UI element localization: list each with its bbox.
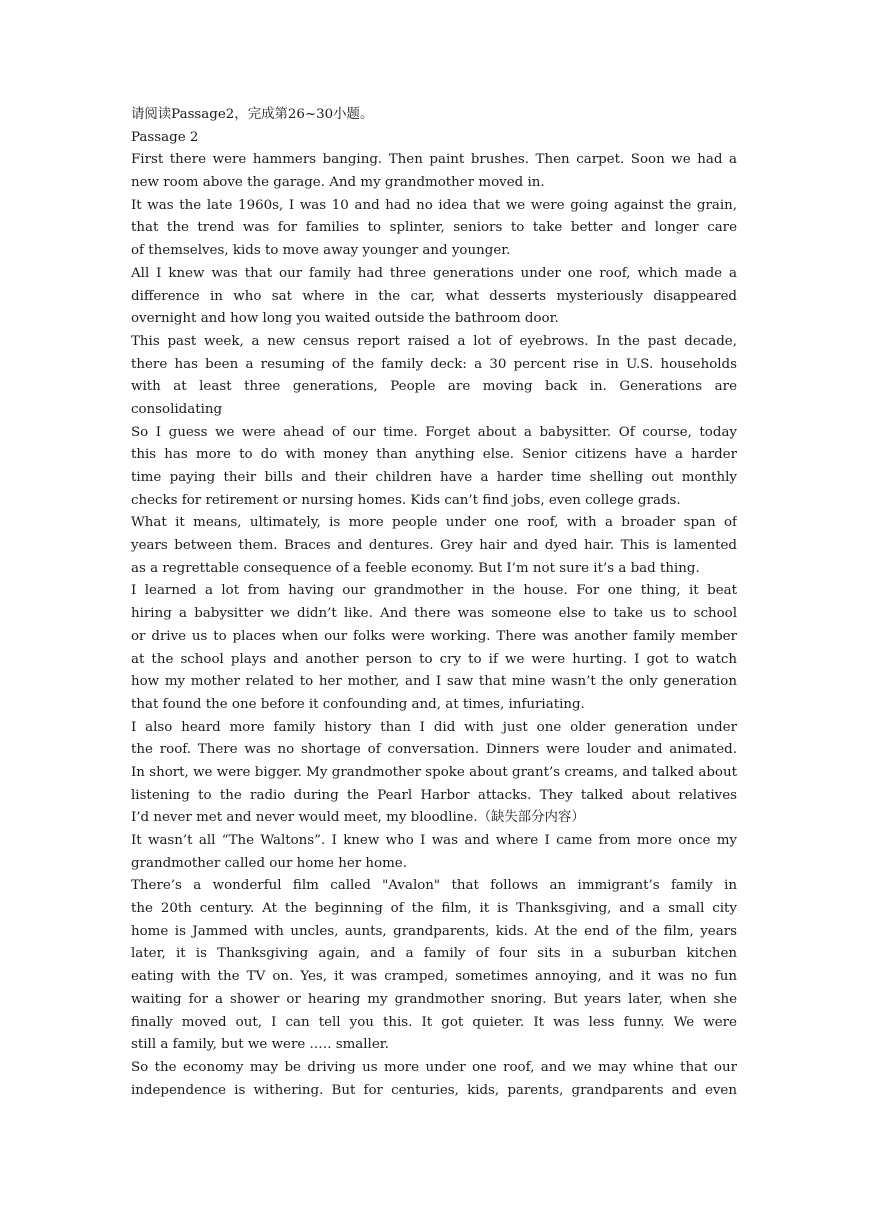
text-line: the 20th century. At the beginning of the film, it is Thanksgiving, and a small city bbox=[131, 901, 737, 917]
paragraph bbox=[131, 149, 737, 194]
text-line: with at least three generations, People are moving back in. Generations are bbox=[131, 379, 737, 395]
text-line: overnight and how long you waited outside the bathroom door. bbox=[131, 311, 559, 327]
text-line: as a regrettable consequence of a feeble economy. But I’m not sure it’s a bad thing. bbox=[131, 560, 700, 576]
text-line: I’d never met and never would meet, my bloodline.（缺失部分内容） bbox=[131, 810, 585, 826]
text-line: checks for retirement or nursing homes. Kids can’t find jobs, even college grads. bbox=[131, 492, 681, 508]
text-line: home is Jammed with uncles, aunts, grandparents, kids. At the end of the film, years bbox=[131, 923, 737, 939]
text-line: the roof. There was no shortage of conversation. Dinners were louder and animated. bbox=[131, 742, 737, 758]
text-line: finally moved out, I can tell you this. It got quieter. It was less funny. We were bbox=[131, 1014, 737, 1030]
text-line: still a family, but we were .…. smaller. bbox=[131, 1037, 389, 1053]
text-line: It wasn’t all “The Waltons”. I knew who I was and where I came from more once my bbox=[131, 833, 737, 848]
text-line: this has more to do with money than anything else. Senior citizens have a harder bbox=[131, 447, 737, 463]
instruction-line: 请阅读Passage2，完成第26~30小题。 bbox=[131, 107, 374, 122]
text-line: time paying their bills and their children have a harder time shelling out monthly bbox=[131, 470, 737, 485]
text-line: consolidating bbox=[131, 401, 223, 417]
text-line: of themselves, kids to move away younger and younger. bbox=[131, 243, 511, 259]
paragraph bbox=[131, 422, 737, 513]
text-line: eating with the TV on. Yes, it was cramped, sometimes annoying, and it was no fun bbox=[131, 969, 737, 985]
text-line: grandmother called our home her home. bbox=[131, 855, 407, 871]
text-line: how my mother related to her mother, and I saw that mine wasn’t the only generation bbox=[131, 674, 737, 690]
text-line: I also heard more family history than I did with just one older generation under bbox=[131, 719, 737, 735]
text-line: First there were hammers banging. Then paint brushes. Then carpet. Soon we had a bbox=[131, 152, 737, 168]
text-line: So the economy may be driving us more under one roof, and we may whine that our bbox=[131, 1059, 737, 1075]
text-line: later, it is Thanksgiving again, and a family of four sits in a suburban kitchen bbox=[131, 946, 737, 962]
text-line: at the school plays and another person to cry to if we were hurting. I got to watch bbox=[131, 651, 737, 667]
text-line: It was the late 1960s, I was 10 and had no idea that we were going against the grain, bbox=[131, 197, 737, 213]
paragraph bbox=[131, 717, 737, 830]
text-line: This past week, a new census report raised a lot of eyebrows. In the past decade, bbox=[131, 333, 737, 349]
text-line: All I knew was that our family had three generations under one roof, which made a bbox=[131, 265, 737, 281]
paragraph bbox=[131, 580, 737, 716]
document-page bbox=[131, 104, 737, 1102]
text-line: there has been a resuming of the family deck: a 30 percent rise in U.S. households bbox=[131, 356, 737, 372]
paragraph bbox=[131, 1057, 737, 1102]
paragraph bbox=[131, 331, 737, 422]
text-line: hiring a babysitter we didn’t like. And there was someone else to take us to school bbox=[131, 606, 737, 622]
paragraph bbox=[131, 195, 737, 263]
text-line: What it means, ultimately, is more people under one roof, with a broader span of bbox=[131, 515, 737, 531]
paragraph bbox=[131, 263, 737, 331]
text-line: So I guess we were ahead of our time. Forget about a babysitter. Of course, today bbox=[131, 424, 737, 440]
text-line: years between them. Braces and dentures. Grey hair and dyed hair. This is lamented bbox=[131, 538, 737, 554]
text-line: new room above the garage. And my grandmother moved in. bbox=[131, 175, 545, 191]
text-line: I learned a lot from having our grandmother in the house. For one thing, it beat bbox=[131, 583, 737, 599]
text-line: independence is withering. But for centuries, kids, parents, grandparents and even bbox=[131, 1082, 737, 1098]
text-line: or drive us to places when our folks were working. There was another family member bbox=[131, 628, 737, 644]
passage-title: Passage 2 bbox=[131, 129, 199, 145]
text-line: waiting for a shower or hearing my grandmother snoring. But years later, when she bbox=[131, 991, 737, 1007]
passage-body bbox=[131, 149, 737, 1102]
paragraph bbox=[131, 875, 737, 1057]
text-line: difference in who sat where in the car, what desserts mysteriously disappeared bbox=[131, 288, 737, 304]
text-line: In short, we were bigger. My grandmother spoke about grant’s creams, and talked about bbox=[131, 764, 737, 780]
text-line: There’s a wonderful film called "Avalon" that follows an immigrant’s family in bbox=[131, 878, 737, 894]
text-line: listening to the radio during the Pearl Harbor attacks. They talked about relatives bbox=[131, 787, 737, 803]
paragraph bbox=[131, 512, 737, 580]
text-line: that the trend was for families to splinter, seniors to take better and longer care bbox=[131, 220, 737, 236]
text-line: that found the one before it confounding and, at times, infuriating. bbox=[131, 696, 585, 712]
paragraph bbox=[131, 830, 737, 875]
